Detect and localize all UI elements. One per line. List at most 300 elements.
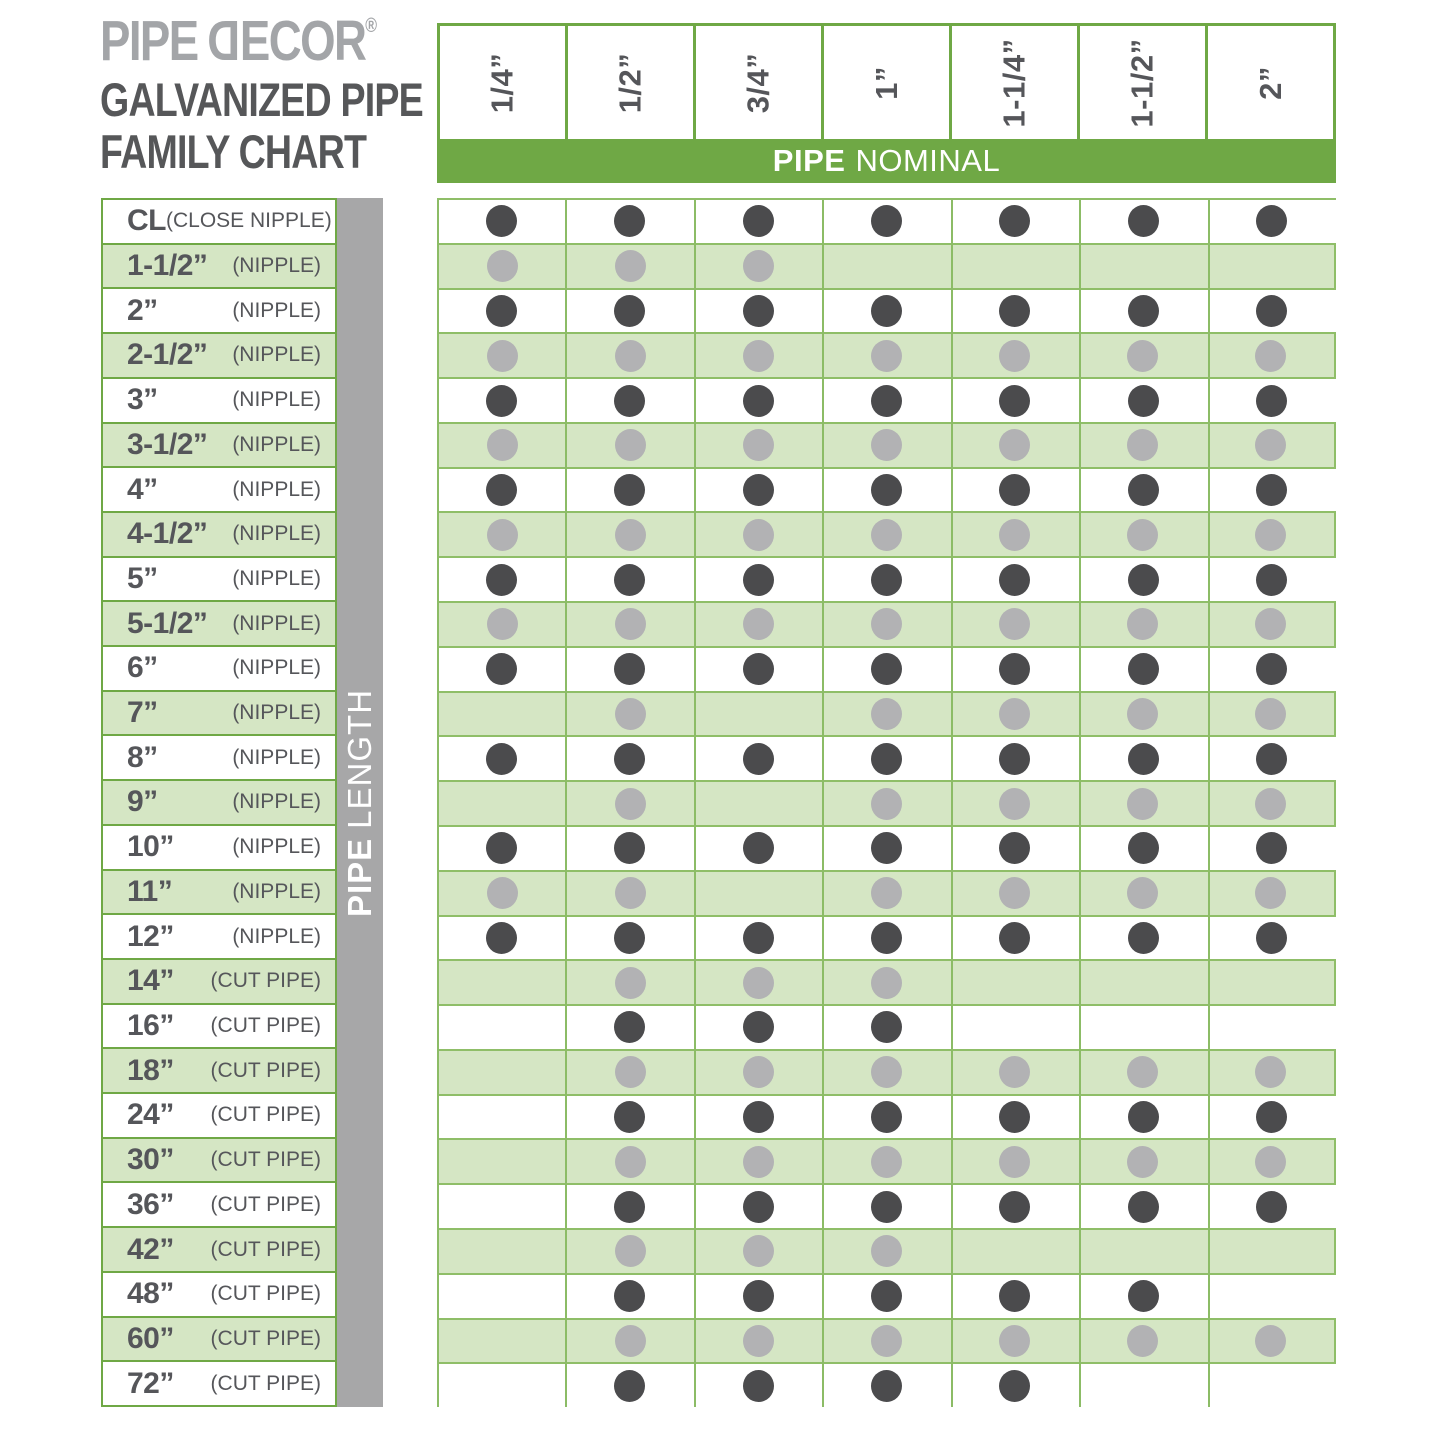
- availability-dot: [743, 429, 774, 461]
- grid-cell: [1208, 1096, 1336, 1139]
- grid-cell: [694, 1364, 822, 1407]
- grid-cell: [439, 245, 567, 288]
- grid-cell: [823, 1051, 951, 1094]
- availability-dot: [999, 922, 1030, 954]
- grid-cell: [822, 648, 950, 691]
- availability-dot: [1128, 1280, 1159, 1312]
- availability-dot: [999, 788, 1030, 820]
- grid-row: [437, 1006, 1336, 1049]
- availability-dot: [999, 1370, 1030, 1402]
- grid-cell: [822, 737, 950, 780]
- grid-cell: [565, 827, 693, 870]
- grid-row: [437, 737, 1336, 780]
- grid-row: [437, 601, 1336, 648]
- availability-dot: [871, 967, 902, 999]
- availability-dot: [999, 385, 1030, 417]
- grid-cell: [822, 1006, 950, 1049]
- availability-dot: [743, 922, 774, 954]
- pipe-nominal-rest: NOMINAL: [855, 143, 1001, 178]
- availability-dot: [615, 250, 646, 282]
- row-label: [101, 1316, 337, 1361]
- availability-dot: [743, 519, 774, 551]
- availability-dot: [743, 250, 774, 282]
- availability-dot: [614, 1370, 645, 1402]
- availability-dot: [1256, 295, 1287, 327]
- availability-dot: [1127, 1325, 1158, 1357]
- row-label: [101, 690, 337, 735]
- availability-dot: [999, 877, 1030, 909]
- row-size-label: 42”: [127, 1232, 174, 1266]
- availability-dot: [743, 1280, 774, 1312]
- grid-cell: [437, 379, 565, 422]
- availability-dot: [1128, 653, 1159, 685]
- availability-dot: [871, 205, 902, 237]
- grid-cell: [694, 200, 822, 243]
- row-size-label: 1-1/2”: [127, 249, 208, 283]
- availability-dot: [743, 1056, 774, 1088]
- grid-cell: [439, 1140, 567, 1183]
- grid-cell: [951, 917, 1079, 960]
- availability-dot: [1127, 788, 1158, 820]
- row-type-label: (CUT PIPE): [210, 1371, 321, 1395]
- grid-cell: [567, 513, 695, 556]
- row-size-label: 18”: [127, 1053, 174, 1087]
- grid-column-line: [565, 200, 567, 1407]
- grid-cell: [695, 334, 823, 377]
- row-label: [101, 1226, 337, 1271]
- grid-row: [437, 648, 1336, 691]
- grid-cell: [951, 737, 1079, 780]
- row-type-label: (CUT PIPE): [210, 969, 321, 993]
- grid-cell: [437, 1185, 565, 1228]
- grid-cell: [1079, 1185, 1207, 1228]
- availability-dot: [1128, 743, 1159, 775]
- availability-dot: [1128, 295, 1159, 327]
- availability-dot: [999, 1325, 1030, 1357]
- availability-dot: [999, 295, 1030, 327]
- grid-cell: [437, 558, 565, 601]
- availability-dot: [1128, 832, 1159, 864]
- grid-cell: [1079, 917, 1207, 960]
- row-size-label: 10”: [127, 830, 174, 864]
- availability-dot: [999, 564, 1030, 596]
- grid-cell: [1206, 872, 1334, 915]
- grid-cell: [439, 603, 567, 646]
- grid-cell: [950, 782, 1078, 825]
- availability-dot: [871, 385, 902, 417]
- grid-cell: [1208, 1185, 1336, 1228]
- row-size-label: 4”: [127, 472, 158, 506]
- row-label: [101, 600, 337, 645]
- availability-dot: [1255, 788, 1286, 820]
- availability-dot: [743, 1101, 774, 1133]
- availability-dot: [614, 385, 645, 417]
- grid-cell: [695, 1320, 823, 1363]
- grid-cell: [1079, 737, 1207, 780]
- grid-cell: [1206, 245, 1334, 288]
- row-size-label: 2-1/2”: [127, 338, 208, 372]
- row-size-label: 7”: [127, 696, 158, 730]
- availability-dot: [743, 967, 774, 999]
- row-labels-column: [101, 198, 337, 1407]
- grid-cell: [1078, 1320, 1206, 1363]
- availability-dot: [614, 743, 645, 775]
- row-size-label: 8”: [127, 740, 158, 774]
- availability-dot: [615, 608, 646, 640]
- row-size-label: 5-1/2”: [127, 606, 208, 640]
- grid-cell: [823, 1230, 951, 1273]
- availability-dot: [614, 1101, 645, 1133]
- grid-cell: [1078, 603, 1206, 646]
- availability-dot: [1255, 1056, 1286, 1088]
- availability-dot: [614, 922, 645, 954]
- col-header-label: 1-1/2”: [1124, 37, 1160, 128]
- availability-dot: [999, 1056, 1030, 1088]
- availability-dot: [999, 205, 1030, 237]
- row-type-label: (NIPPLE): [232, 477, 321, 501]
- availability-dot: [1127, 519, 1158, 551]
- row-type-label: (NIPPLE): [232, 701, 321, 725]
- availability-dot: [487, 250, 518, 282]
- grid-cell: [822, 1364, 950, 1407]
- grid-cell: [951, 1364, 1079, 1407]
- grid-cell: [1078, 334, 1206, 377]
- registered-mark: ®: [365, 15, 378, 37]
- grid-cell: [823, 693, 951, 736]
- availability-dot: [871, 429, 902, 461]
- grid-cell: [567, 1320, 695, 1363]
- grid-row: [437, 422, 1336, 469]
- pipe-length-rest: LENGTH: [341, 688, 378, 829]
- availability-dot: [486, 474, 517, 506]
- grid-row: [437, 1318, 1336, 1365]
- grid-cell: [950, 603, 1078, 646]
- column-headers: [437, 23, 1336, 139]
- grid-cell: [1078, 245, 1206, 288]
- grid-cell: [1208, 917, 1336, 960]
- availability-dot: [1255, 877, 1286, 909]
- dot-grid: [437, 198, 1336, 1407]
- row-label: [101, 422, 337, 467]
- brand-text-pre: PIPE: [100, 9, 209, 73]
- grid-cell: [694, 469, 822, 512]
- grid-cell: [1206, 513, 1334, 556]
- availability-dot: [486, 743, 517, 775]
- grid-cell: [1079, 379, 1207, 422]
- grid-cell: [567, 1051, 695, 1094]
- availability-dot: [999, 698, 1030, 730]
- availability-dot: [999, 743, 1030, 775]
- grid-cell: [951, 1006, 1079, 1049]
- page-title: [100, 74, 423, 178]
- col-header-cell: [952, 26, 1080, 139]
- availability-dot: [1256, 832, 1287, 864]
- availability-dot: [1256, 922, 1287, 954]
- availability-dot: [614, 564, 645, 596]
- availability-dot: [743, 385, 774, 417]
- availability-dot: [999, 1191, 1030, 1223]
- grid-cell: [695, 693, 823, 736]
- grid-row: [437, 379, 1336, 422]
- availability-dot: [999, 608, 1030, 640]
- availability-dot: [871, 1235, 902, 1267]
- availability-dot: [615, 340, 646, 372]
- col-header-label: 1”: [868, 65, 904, 100]
- grid-cell: [437, 1364, 565, 1407]
- availability-dot: [999, 1280, 1030, 1312]
- row-label: [101, 779, 337, 824]
- availability-dot: [1127, 429, 1158, 461]
- col-header-label: 3/4”: [740, 52, 776, 113]
- availability-dot: [743, 295, 774, 327]
- grid-cell: [822, 558, 950, 601]
- row-size-label: 3-1/2”: [127, 427, 208, 461]
- col-header-label: 1-1/4”: [996, 37, 1032, 128]
- availability-dot: [1128, 1101, 1159, 1133]
- row-label: [101, 511, 337, 556]
- grid-column-line: [1208, 200, 1210, 1407]
- row-type-label: (NIPPLE): [232, 432, 321, 456]
- grid-cell: [1208, 1275, 1336, 1318]
- row-label: [101, 377, 337, 422]
- availability-dot: [615, 519, 646, 551]
- grid-row: [437, 1275, 1336, 1318]
- row-size-label: 24”: [127, 1098, 174, 1132]
- grid-row: [437, 780, 1336, 827]
- availability-dot: [615, 1325, 646, 1357]
- grid-cell: [1078, 1230, 1206, 1273]
- row-label: [101, 1092, 337, 1137]
- availability-dot: [871, 743, 902, 775]
- availability-dot: [486, 653, 517, 685]
- availability-dot: [1256, 474, 1287, 506]
- col-header-cell: [824, 26, 952, 139]
- grid-cell: [439, 1230, 567, 1273]
- grid-cell: [565, 1096, 693, 1139]
- grid-cell: [1206, 424, 1334, 467]
- availability-dot: [486, 564, 517, 596]
- grid-cell: [950, 1051, 1078, 1094]
- availability-dot: [615, 877, 646, 909]
- availability-dot: [999, 519, 1030, 551]
- availability-dot: [871, 653, 902, 685]
- grid-cell: [437, 1096, 565, 1139]
- availability-dot: [614, 295, 645, 327]
- grid-cell: [565, 737, 693, 780]
- availability-dot: [614, 1011, 645, 1043]
- availability-dot: [743, 653, 774, 685]
- row-type-label: (CUT PIPE): [210, 1237, 321, 1261]
- availability-dot: [743, 340, 774, 372]
- availability-dot: [743, 474, 774, 506]
- grid-cell: [823, 513, 951, 556]
- grid-cell: [951, 558, 1079, 601]
- availability-dot: [999, 832, 1030, 864]
- grid-cell: [1208, 469, 1336, 512]
- brand-logo: [100, 8, 377, 74]
- row-label: [101, 1047, 337, 1092]
- availability-dot: [614, 205, 645, 237]
- row-size-label: 16”: [127, 1009, 174, 1042]
- grid-column-line: [951, 200, 953, 1407]
- grid-cell: [822, 917, 950, 960]
- grid-row: [437, 917, 1336, 960]
- row-label: [101, 287, 337, 332]
- row-label: [101, 645, 337, 690]
- availability-dot: [871, 832, 902, 864]
- row-size-label: 30”: [127, 1143, 174, 1177]
- brand-flipped-d: D: [208, 9, 240, 73]
- grid-cell: [823, 961, 951, 1004]
- availability-dot: [871, 295, 902, 327]
- availability-dot: [615, 1056, 646, 1088]
- grid-cell: [439, 513, 567, 556]
- availability-dot: [614, 1280, 645, 1312]
- grid-row: [437, 1364, 1336, 1407]
- availability-dot: [487, 608, 518, 640]
- grid-cell: [1208, 737, 1336, 780]
- grid-column-line: [1079, 200, 1081, 1407]
- grid-cell: [695, 782, 823, 825]
- availability-dot: [999, 474, 1030, 506]
- row-label: [101, 332, 337, 377]
- grid-cell: [695, 513, 823, 556]
- grid-cell: [437, 200, 565, 243]
- availability-dot: [871, 1011, 902, 1043]
- col-header-label: 1/2”: [612, 52, 648, 113]
- grid-cell: [951, 290, 1079, 333]
- row-type-label: (NIPPLE): [232, 298, 321, 322]
- row-type-label: (CUT PIPE): [210, 1192, 321, 1216]
- grid-cell: [822, 1096, 950, 1139]
- row-type-label: (NIPPLE): [232, 656, 321, 680]
- availability-dot: [743, 1370, 774, 1402]
- grid-cell: [439, 334, 567, 377]
- grid-cell: [950, 872, 1078, 915]
- availability-dot: [871, 519, 902, 551]
- grid-cell: [823, 1140, 951, 1183]
- availability-dot: [1256, 653, 1287, 685]
- row-label: [101, 556, 337, 601]
- grid-cell: [565, 917, 693, 960]
- grid-column-line: [694, 200, 696, 1407]
- grid-cell: [567, 603, 695, 646]
- availability-dot: [487, 340, 518, 372]
- grid-cell: [695, 1140, 823, 1183]
- grid-cell: [950, 245, 1078, 288]
- availability-dot: [871, 788, 902, 820]
- grid-row: [437, 959, 1336, 1006]
- availability-dot: [1127, 340, 1158, 372]
- availability-dot: [1255, 698, 1286, 730]
- grid-cell: [695, 1051, 823, 1094]
- row-type-label: (NIPPLE): [232, 388, 321, 412]
- availability-dot: [999, 1101, 1030, 1133]
- grid-row: [437, 1096, 1336, 1139]
- page-title-line2: FAMILY CHART: [100, 125, 367, 178]
- grid-cell: [439, 1051, 567, 1094]
- grid-cell: [439, 693, 567, 736]
- grid-cell: [567, 424, 695, 467]
- availability-dot: [999, 340, 1030, 372]
- availability-dot: [1256, 564, 1287, 596]
- grid-cell: [437, 917, 565, 960]
- grid-row: [437, 332, 1336, 379]
- grid-cell: [1206, 603, 1334, 646]
- availability-dot: [743, 832, 774, 864]
- grid-column-line: [437, 200, 439, 1407]
- availability-dot: [487, 519, 518, 551]
- row-type-label: (NIPPLE): [232, 835, 321, 859]
- grid-cell: [565, 379, 693, 422]
- row-size-label: 9”: [127, 785, 158, 819]
- grid-cell: [1078, 513, 1206, 556]
- grid-cell: [950, 424, 1078, 467]
- row-type-label: (CLOSE NIPPLE): [166, 209, 332, 233]
- grid-cell: [694, 1275, 822, 1318]
- grid-cell: [823, 245, 951, 288]
- availability-dot: [743, 205, 774, 237]
- grid-cell: [950, 1140, 1078, 1183]
- grid-cell: [951, 200, 1079, 243]
- grid-cell: [1079, 200, 1207, 243]
- grid-cell: [823, 603, 951, 646]
- row-type-label: (NIPPLE): [232, 790, 321, 814]
- grid-cell: [565, 1275, 693, 1318]
- row-label: [101, 1003, 337, 1048]
- availability-dot: [1128, 205, 1159, 237]
- grid-row: [437, 511, 1336, 558]
- grid-cell: [565, 1364, 693, 1407]
- grid-cell: [439, 782, 567, 825]
- pipe-length-label: [341, 688, 379, 916]
- grid-row: [437, 1138, 1336, 1185]
- grid-cell: [951, 827, 1079, 870]
- grid-cell: [1206, 961, 1334, 1004]
- grid-cell: [694, 290, 822, 333]
- availability-dot: [486, 832, 517, 864]
- grid-cell: [439, 424, 567, 467]
- grid-cell: [1079, 1006, 1207, 1049]
- availability-dot: [871, 564, 902, 596]
- grid-cell: [437, 469, 565, 512]
- grid-row: [437, 870, 1336, 917]
- row-type-label: (CUT PIPE): [210, 1326, 321, 1350]
- grid-cell: [823, 1320, 951, 1363]
- col-header-cell: [696, 26, 824, 139]
- grid-cell: [694, 1096, 822, 1139]
- row-size-label: 14”: [127, 964, 174, 998]
- availability-dot: [871, 1280, 902, 1312]
- grid-cell: [439, 872, 567, 915]
- availability-dot: [615, 698, 646, 730]
- grid-cell: [822, 1275, 950, 1318]
- grid-cell: [823, 424, 951, 467]
- availability-dot: [871, 1191, 902, 1223]
- grid-cell: [950, 1320, 1078, 1363]
- availability-dot: [743, 1011, 774, 1043]
- availability-dot: [743, 564, 774, 596]
- availability-dot: [871, 1146, 902, 1178]
- pipe-length-bar: [337, 198, 383, 1407]
- grid-cell: [565, 558, 693, 601]
- grid-cell: [694, 737, 822, 780]
- grid-cell: [1078, 782, 1206, 825]
- grid-cell: [437, 737, 565, 780]
- grid-cell: [695, 424, 823, 467]
- grid-cell: [1078, 693, 1206, 736]
- grid-cell: [694, 648, 822, 691]
